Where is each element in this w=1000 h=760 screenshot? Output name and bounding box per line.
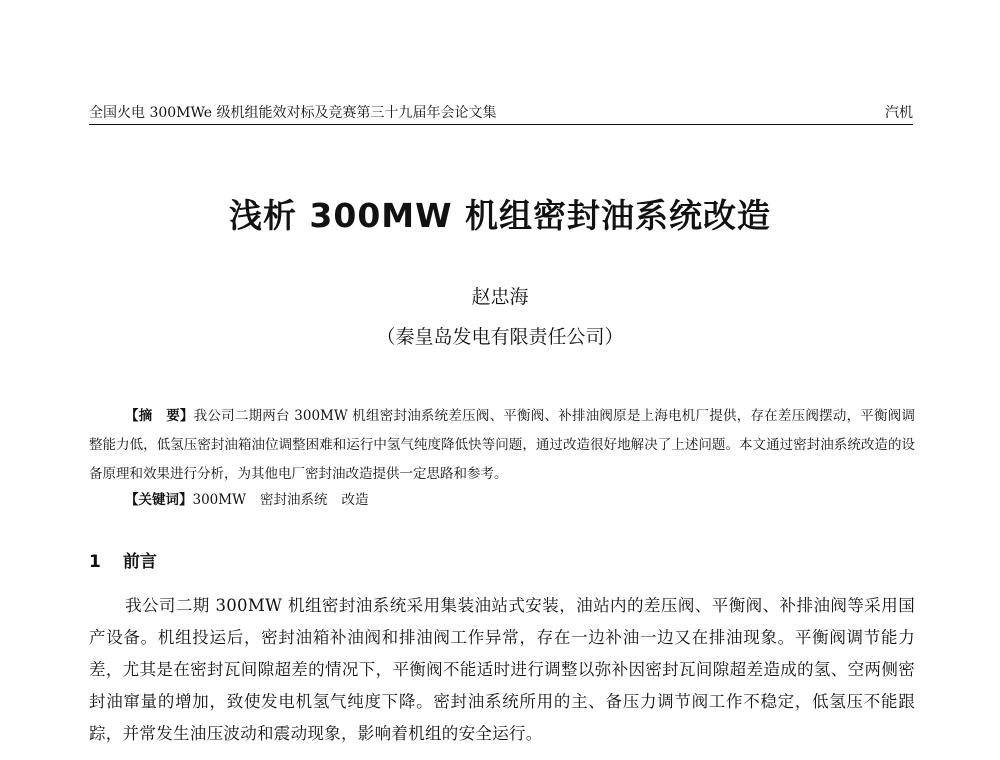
keywords: [125, 490, 915, 510]
author-affiliation: （秦皇岛发电有限责任公司）: [376, 326, 624, 348]
keyword: 密封油系统: [259, 492, 328, 508]
section-title: 前言: [122, 552, 157, 572]
author-name: 赵忠海: [471, 286, 529, 308]
body-paragraph: 我公司二期 300MW 机组密封油系统采用集装油站式安装，油站内的差压阀、平衡阀、补排油阀等采用国产设备。机组投运后，密封油箱补油阀和排油阀工作异常，存在一边补油一边又在排油现象。平衡阀调节能力差，尤其是在密封瓦间隙超差的情况下，平衡阀不能适时进行调整以弥补因密封瓦间隙超差造成的氢、空两侧密封油窜量的增加，致使发电机氢气纯度下降。密封油系统所用的主、备压力调节阀工作不稳定，低氢压不能跟踪，并常发生油压波动和震动现象，影响着机组的安全运行。: [89, 596, 915, 743]
section-number: 1: [89, 552, 101, 572]
header-proceedings-title: 全国火电 300MWe 级机组能效对标及竞赛第三十九届年会论文集: [89, 105, 497, 121]
header-category: 汽机: [885, 105, 913, 121]
running-header: [89, 103, 913, 125]
paper-title: 浅析 300MW 机组密封油系统改造: [228, 196, 772, 235]
section-heading: [89, 547, 157, 572]
keyword: 改造: [341, 492, 369, 508]
keywords-label: 【关键词】: [125, 492, 193, 508]
abstract: [89, 402, 915, 489]
keyword: 300MW: [192, 492, 246, 508]
abstract-text: 我公司二期两台 300MW 机组密封油系统差压阀、平衡阀、补排油阀原是上海电机厂提供，存在差压阀摆动，平衡阀调整能力低，低氢压密封油箱油位调整困难和运行中氢气纯度降低快等问题，通过改造很好地解决了上述问题。本文通过密封油系统改造的设备原理和效果进行分析，为其他电厂密封油改造提供一定思路和参考。: [89, 408, 915, 482]
abstract-label: 【摘 要】: [125, 408, 194, 424]
